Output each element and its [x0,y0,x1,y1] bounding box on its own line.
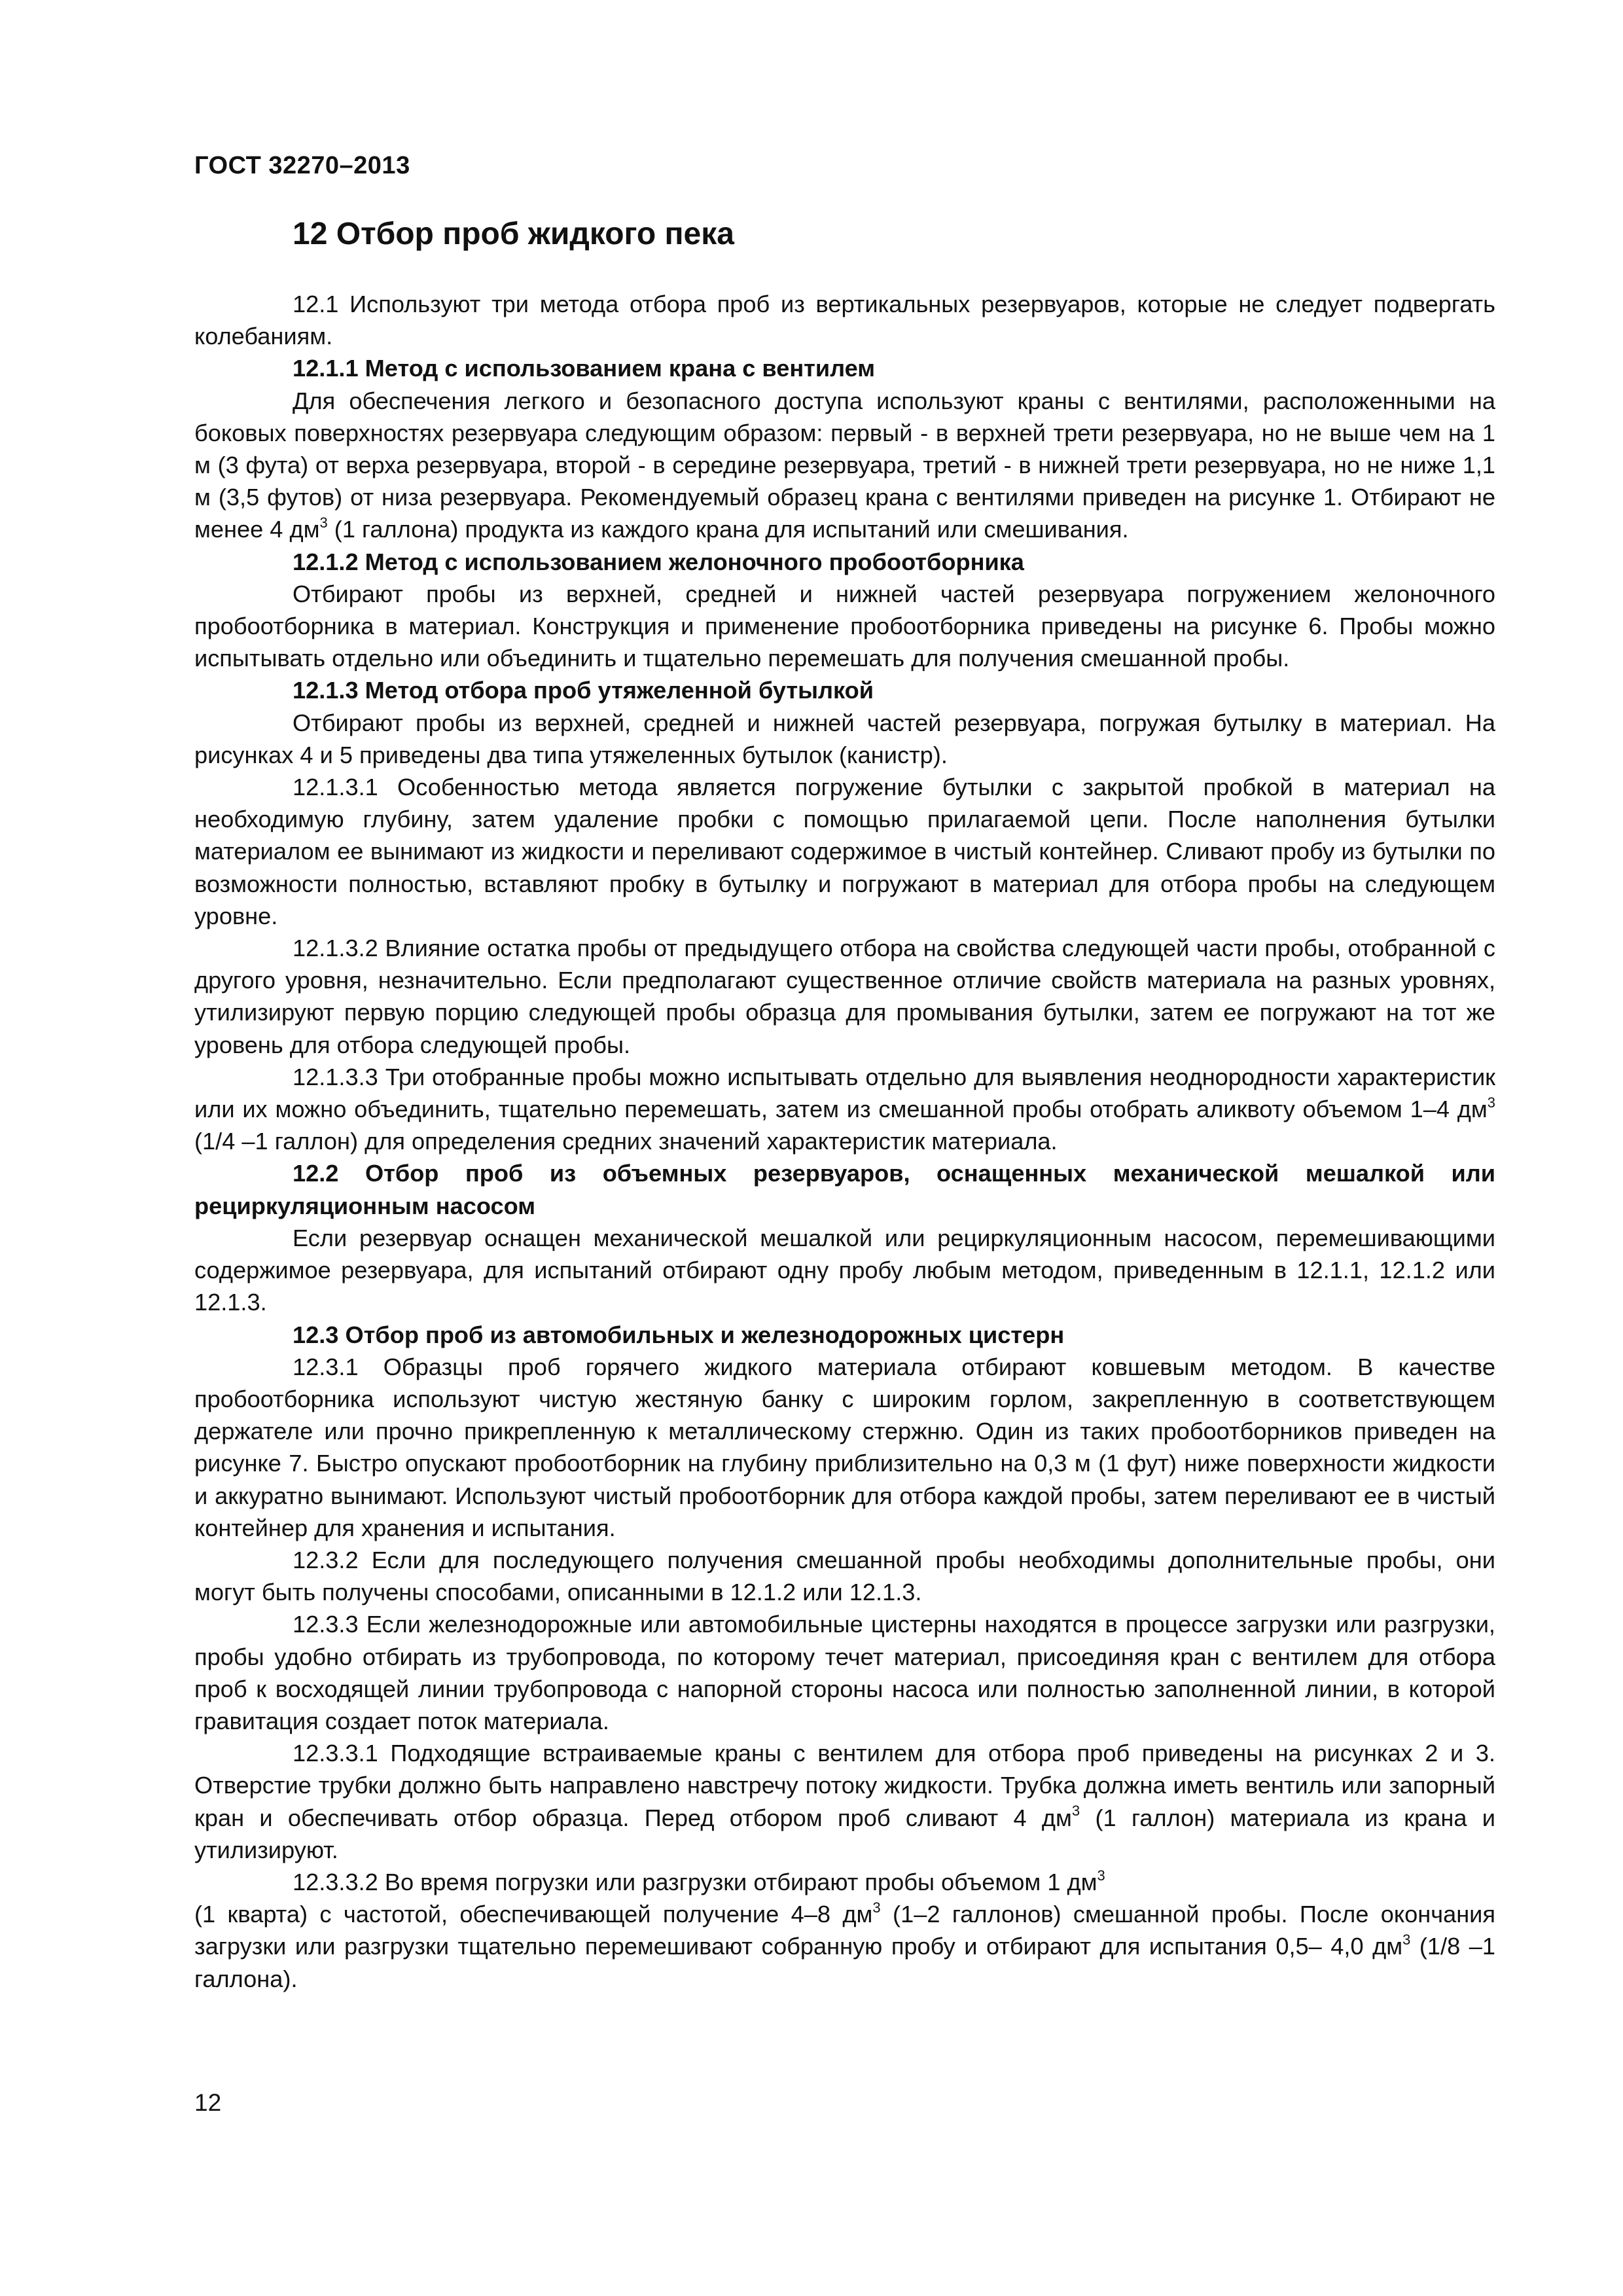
heading-12-1-1: 12.1.1 Метод с использованием крана с вентилем [293,355,876,382]
paragraph-12-1-1 [194,385,1495,546]
paragraph-12-1-3-3 [194,1061,1495,1158]
standard-header: ГОСТ 32270–2013 [194,152,410,179]
paragraph-12-3-2: 12.3.2 Если для последующего получения смешанной пробы необходимы дополнительные пробы, они могут быть получены способами, описанными в 12.1.2 или 12.1.3. [194,1546,1495,1606]
paragraph-12-1-3-1: 12.1.3.1 Особенностью метода является погружение бутылки с закрытой пробкой в материал на необходимую глубину, затем удаление пробки с помощью прилагаемой цепи. После наполнения бутылки материалом ее вынимают из жидкости и переливают содержимое в чистый контейнер. Сливают пробу из бутылки по возможности полностью, вставляют пробку в бутылку и погружают в материал для отбора пробы на следующем уровне. [194,774,1495,929]
paragraph-12-1-3: Отбирают пробы из верхней, средней и нижней частей резервуара, погружая бутылку в материал. На рисунках 4 и 5 приведены два типа утяжеленных бутылок (канистр). [194,709,1495,768]
text-span: (1/4 –1 галлон) для определения средних значений характеристик материала. [194,1128,1058,1155]
paragraph-12-3-1: 12.3.1 Образцы проб горячего жидкого материала отбирают ковшевым методом. В качестве пробоотборника используют чистую жестяную банку с широким горлом, закрепленную в соответствующем держателе или прочно прикрепленную к металлическому стержню. Один из таких пробоотборников приведен на рисунке 7. Быстро опускают пробоотборник на глубину приблизительно на 0,3 м (1 фут) ниже поверхности жидкости и аккуратно вынимают. Используют чистый пробоотборник для отбора каждой пробы, затем переливают ее в чистый контейнер для хранения и испытания. [194,1353,1495,1541]
document-body [194,288,1495,1995]
superscript: 3 [1071,1803,1080,1820]
superscript: 3 [1402,1931,1411,1948]
paragraph-12-1: 12.1 Используют три метода отбора проб из вертикальных резервуаров, которые не следует подвергать колебаниям. [194,291,1495,350]
text-span: (1 галлон) материала из крана и утилизируют. [194,1804,1495,1863]
paragraph-12-3-3-1 [194,1737,1495,1866]
text-span: 12.3.3.2 Во время погрузки или разгрузки отбирают пробы объемом 1 дм [293,1868,1097,1895]
superscript: 3 [1487,1094,1495,1111]
paragraph-12-1-3-2: 12.1.3.2 Влияние остатка пробы от предыдущего отбора на свойства следующей части пробы, отобранной с другого уровня, незначительно. Если предполагают существенное отличие свойств материала на разных уровнях, утилизируют первую порцию следующей пробы образца для промывания бутылки, затем ее погружают на тот же уровень для отбора следующей пробы. [194,935,1495,1058]
paragraph-12-3-3-2 [194,1866,1495,1898]
page-number: 12 [194,2089,222,2116]
text-span: 12.1.3.3 Три отобранные пробы можно испытывать отдельно для выявления неоднородности характеристик или их можно объединить, тщательно перемешать, затем из смешанной пробы отобрать аликвоту объемом 1–4 дм [194,1063,1495,1123]
paragraph-12-1-2: Отбирают пробы из верхней, средней и нижней частей резервуара погружением желоночного пробоотборника в материал. Конструкция и применение пробоотборника приведены на рисунке 6. Пробы можно испытывать отдельно или объединить и тщательно перемешать для получения смешанной пробы. [194,580,1495,672]
heading-12-2: 12.2 Отбор проб из объемных резервуаров, оснащенных механической мешалкой или рециркуляционным насосом [194,1160,1495,1219]
text-span: (1/8 –1 галлона). [194,1933,1495,1992]
text-span: Для обеспечения легкого и безопасного доступа используют краны с вентилями, расположенными на боковых поверхностях резервуара следующим образом: первый - в верхней трети резервуара, но не выше чем на 1 м (3 фута) от верха резервуара, второй - в середине резервуара, третий - в нижней трети резервуара, но не ниже 1,1 м (3,5 футов) от низа резервуара. Рекомендуемый образец крана с вентилями приведен на рисунке 1. Отбирают не менее 4 дм [194,387,1495,543]
section-title: 12 Отбор проб жидкого пека [293,217,734,251]
superscript: 3 [319,514,328,531]
heading-12-3: 12.3 Отбор проб из автомобильных и железнодорожных цистерн [293,1321,1065,1348]
paragraph-12-2: Если резервуар оснащен механической мешалкой или рециркуляционным насосом, перемешивающими содержимое резервуара, для испытаний отбирают одну пробу любым методом, приведенным в 12.1.1, 12.1.2 или 12.1.3. [194,1224,1495,1316]
superscript: 3 [872,1899,881,1916]
text-span: (1–2 галлонов) смешанной пробы. После окончания загрузки или разгрузки тщательно перемешивают собранную пробу и отбирают для испытания 0,5– 4,0 дм [194,1901,1495,1960]
paragraph-12-3-3-2-continued [194,1898,1495,1995]
text-span: 12.3.3.1 Подходящие встраиваемые краны с вентилем для отбора проб приведены на рисунках 2 и 3. Отверстие трубки должно быть направлено навстречу потоку жидкости. Трубка должна иметь вентиль или запорный кран и обеспечивать отбор образца. Перед отбором проб сливают 4 дм [194,1740,1495,1831]
heading-12-1-2: 12.1.2 Метод с использованием желоночного пробоотборника [293,548,1024,575]
text-span: (1 галлона) продукта из каждого крана для испытаний или смешивания. [327,516,1129,543]
superscript: 3 [1097,1867,1105,1884]
heading-12-1-3: 12.1.3 Метод отбора проб утяжеленной бутылкой [293,677,874,704]
paragraph-12-3-3: 12.3.3 Если железнодорожные или автомобильные цистерны находятся в процессе загрузки или разгрузки, пробы удобно отбирать из трубопровода, по которому течет материал, присоединяя кран с вентилем для отбора проб к восходящей линии трубопровода с напорной стороны насоса или полностью заполненной линии, в которой гравитация создает поток материала. [194,1611,1495,1734]
text-span: (1 кварта) с частотой, обеспечивающей получение 4–8 дм [194,1901,873,1928]
